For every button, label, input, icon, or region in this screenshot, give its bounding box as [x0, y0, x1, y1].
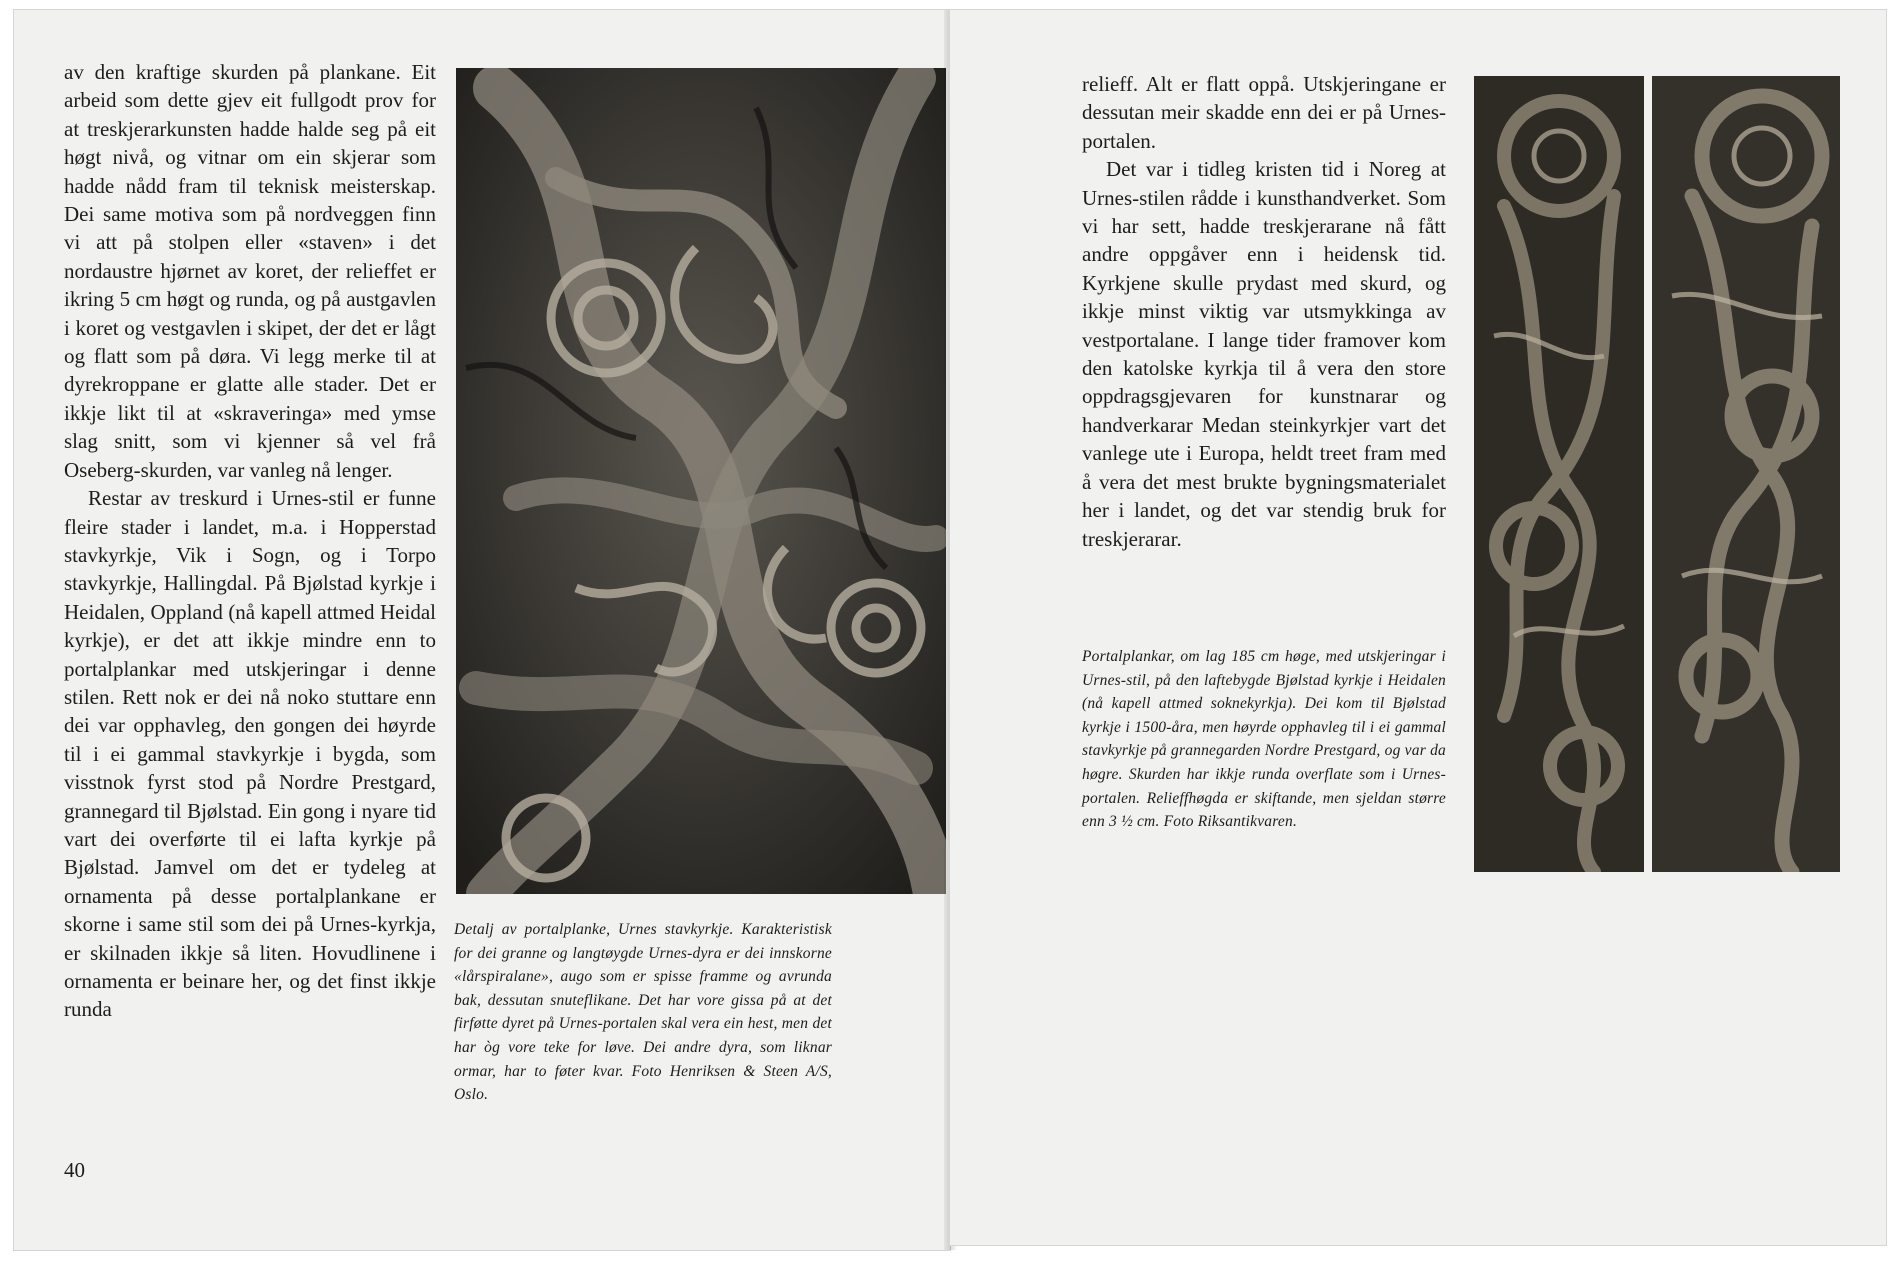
- right-caption: Portalplankar, om lag 185 cm høge, med utskjeringar i Urnes-stil, på den laftebygde Bjølstad kyrkje i Heidalen (nå kapell attmed soknekyrkja). Dei kom til Bjølstad kyrkje i 1500-åra, men høyrde opphavleg til i ei gammal stavkyrkje på grannegarden Nordre Prestgard, og var da høgre. Skurden har ikkje runda overflate som i Urnes-portalen. Relieffhøgda er skiftande, men sjeldan større enn 3 ½ cm. Foto Riksantikvaren.: [1082, 648, 1446, 831]
- portal-plank-right-photo: [1652, 76, 1840, 872]
- left-paragraph-2: Restar av treskurd i Urnes-stil er funne fleire stader i landet, m.a. i Hopperstad stavkyrkje, Vik i Sogn, og i Torpo stavkyrkje, Hallingdal. På Bjølstad kyrkje i Heidalen, Oppland (nå kapell attmed Heidal kyrkje), er det att ikkje mindre enn to portalplankar med utskjeringar i denne stilen. Rett nok er dei nå noko stuttare enn dei var opphavleg, den gongen dei høyrde til i ei gammal stavkyrkje i bygda, som visstnok fyrst stod på Nordre Prestgard, grannegard til Bjølstad. Ein gong i nyare tid vart dei overførte til ei lafta kyrkje på Bjølstad. Jamvel om det er tydeleg at ornamenta på desse portalplankane er skorne i same stil som dei på Urnes-kyrkja, er skilnaden ikkje så liten. Hovudlinene i ornamenta er beinare her, og det finst ikkje runda: [64, 486, 436, 1022]
- right-page: [950, 10, 1886, 1245]
- page-number: 40: [64, 1158, 85, 1182]
- left-paragraph-1: av den kraftige skurden på plankane. Eit arbeid som dette gjev eit fullgodt prov for at treskjerarkunsten hadde halde seg på eit høgt nivå, og vitnar om ein skjerar som hadde nådd fram til teknisk meisterskap. Dei same motiva som på nordveggen finn vi att på stolpen eller «staven» i det nordaustre hjørnet av koret, der relieffet er ikring 5 cm høgt og runda, og på austgavlen i koret og vestgavlen i skipet, der det er lågt og flatt som på døra. Vi legg merke til at dyrekroppane er glatte alle stader. Det er ikkje likt til at «skraveringa» med ymse slag snitt, som vi kjenner så vel frå Oseberg-skurden, var vanleg nå lenger.: [64, 60, 436, 482]
- portal-plank-right-image: [1652, 76, 1840, 872]
- left-page: [14, 10, 950, 1250]
- left-caption: Detalj av portalplanke, Urnes stavkyrkje. Karakteristisk for dei granne og langtøygde Urnes-dyra er dei innskorne «lårspiralane», augo som er spisse framme og avrunda bak, dessutan snuteflikane. Det har vore gissa på at det firføtte dyret på Urnes-portalen skal vera ein hest, men det har òg vore teke for løve. Dei andre dyra, som liknar ormar, har to føter kvar. Foto Henriksen & Steen A/S, Oslo.: [454, 921, 832, 1104]
- right-paragraph-2: Det var i tidleg kristen tid i Noreg at Urnes-stilen rådde i kunsthandverket. Som vi har sett, hadde treskjerarane nå fått andre oppgåver enn i heidensk tid. Kyrkjene skulle prydast med skurd, og ikkje minst viktig var utsmykkinga av vestportalane. I lange tider framover kom den katolske kyrkja til å vera den store oppdragsgjevaren for kunstnarar og handverkarar Medan steinkyrkjer vart det vanlege ute i Europa, heldt treet fram med å vera det mest brukte bygningsmaterialet her i landet, og det var stendig bruk for treskjerarar.: [1082, 157, 1446, 551]
- portal-plank-left-photo: [1474, 76, 1644, 872]
- left-body-text: [64, 58, 436, 1024]
- carving-detail-photo: [456, 68, 946, 894]
- right-body-text: [1082, 70, 1446, 553]
- carving-detail-image: [456, 68, 946, 894]
- right-paragraph-1: relieff. Alt er flatt oppå. Utskjeringane er dessutan meir skadde enn dei er på Urnes-portalen.: [1082, 72, 1446, 153]
- portal-plank-left-image: [1474, 76, 1644, 872]
